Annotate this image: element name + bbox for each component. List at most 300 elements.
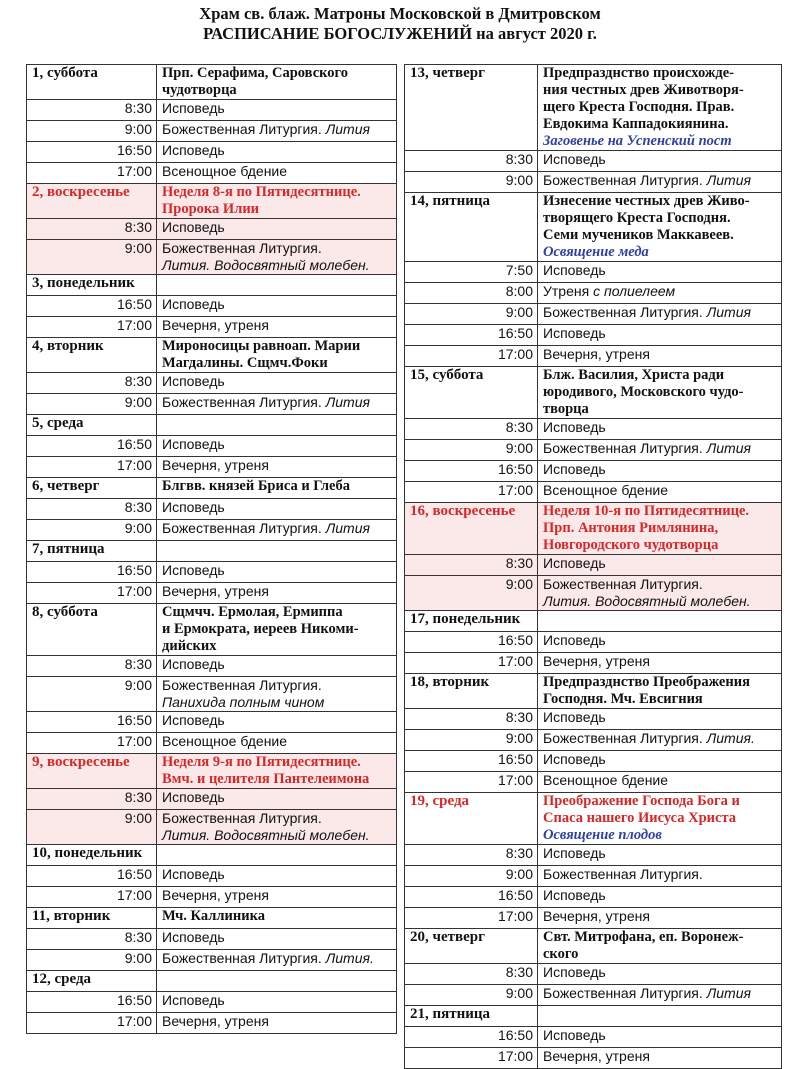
day-date: 6, четверг: [27, 478, 157, 499]
service-row: [405, 262, 782, 283]
service-row: [27, 373, 397, 394]
service-note: Лития.: [706, 730, 755, 746]
saint-line: щего Креста Господня. Прав.: [543, 99, 735, 115]
saint-line: ния честных древ Животворя-: [543, 82, 744, 98]
service-row: [27, 712, 397, 733]
service-row: [405, 772, 782, 793]
service-row: [405, 461, 782, 482]
service-row: [27, 394, 397, 415]
service-time: 17:00: [405, 482, 538, 503]
schedule-column-right: [404, 64, 782, 1069]
service-cell: [538, 304, 782, 325]
service-time: 17:00: [27, 887, 157, 908]
saint-of-day: [538, 503, 782, 555]
day-header-row: [27, 184, 397, 219]
service-cell: [157, 436, 397, 457]
day-header-row: [27, 908, 397, 929]
saint-of-day: [157, 845, 397, 866]
saint-line: Господня. Мч. Евсигния: [543, 691, 703, 707]
saint-of-day: [157, 338, 397, 373]
service-row: [405, 346, 782, 367]
saint-of-day: [538, 1006, 782, 1027]
service-time: 17:00: [405, 1048, 538, 1069]
day-header-row: [27, 338, 397, 373]
service-time: 17:00: [405, 772, 538, 793]
day-header-row: [27, 275, 397, 296]
service-row: [27, 163, 397, 184]
day-header-row: [405, 65, 782, 151]
day-date: 9, воскресенье: [27, 754, 157, 789]
day-header-row: [405, 193, 782, 262]
service-time: 16:50: [27, 142, 157, 163]
service-time: 9:00: [405, 985, 538, 1006]
service-time: 8:30: [405, 151, 538, 172]
day-date: 12, среда: [27, 971, 157, 992]
service-row: [405, 1027, 782, 1048]
service-row: [405, 440, 782, 461]
day-date: 21, пятница: [405, 1006, 538, 1027]
service-row: [27, 317, 397, 338]
service-cell: [157, 866, 397, 887]
service-cell: [538, 964, 782, 985]
service-name: Божественная Литургия.: [543, 985, 703, 1001]
service-cell: [538, 751, 782, 772]
service-note: Панихида полным чином: [162, 694, 325, 710]
special-note: Освящение меда: [543, 244, 649, 260]
service-name: Божественная Литургия.: [543, 866, 703, 882]
service-row: [405, 172, 782, 193]
service-name: Всенощное бдение: [162, 733, 288, 749]
service-cell: [538, 845, 782, 866]
day-date: 1, суббота: [27, 65, 157, 100]
service-cell: [538, 632, 782, 653]
service-row: [405, 751, 782, 772]
service-name: Исповедь: [543, 751, 606, 767]
service-name: Божественная Литургия.: [543, 304, 703, 320]
service-row: [27, 457, 397, 478]
service-name: Исповедь: [162, 373, 225, 389]
service-time: 17:00: [27, 1013, 157, 1034]
day-date: 16, воскресенье: [405, 503, 538, 555]
service-row: [27, 499, 397, 520]
service-name: Божественная Литургия.: [543, 576, 703, 592]
saint-of-day: [157, 754, 397, 789]
service-time: 8:30: [27, 499, 157, 520]
service-row: [405, 283, 782, 304]
day-header-row: [27, 541, 397, 562]
service-row: [27, 992, 397, 1013]
service-name: Исповедь: [543, 325, 606, 341]
saint-of-day: [157, 65, 397, 100]
day-header-row: [405, 611, 782, 632]
saint-of-day: [157, 604, 397, 656]
service-time: 9:00: [27, 240, 157, 275]
service-time: 8:30: [27, 656, 157, 677]
service-name: Вечерня, утреня: [162, 457, 269, 473]
service-time: 17:00: [27, 457, 157, 478]
service-note: Лития: [325, 121, 370, 137]
service-time: 8:30: [27, 219, 157, 240]
service-row: [27, 866, 397, 887]
service-cell: [157, 1013, 397, 1034]
saint-line: Неделя 9-я по Пятидесятнице.: [162, 754, 361, 770]
service-cell: [538, 419, 782, 440]
service-cell: [538, 172, 782, 193]
service-name: Исповедь: [543, 632, 606, 648]
service-name: Божественная Литургия.: [543, 440, 703, 456]
service-cell: [157, 317, 397, 338]
day-header-row: [405, 929, 782, 964]
service-name: Божественная Литургия.: [543, 730, 703, 746]
service-time: 8:30: [27, 100, 157, 121]
day-date: 2, воскресенье: [27, 184, 157, 219]
saint-line: дийских: [162, 638, 217, 654]
day-date: 14, пятница: [405, 193, 538, 262]
service-time: 9:00: [405, 440, 538, 461]
service-name: Исповедь: [162, 296, 225, 312]
service-row: [27, 656, 397, 677]
service-row: [27, 677, 397, 712]
service-time: 17:00: [27, 317, 157, 338]
service-time: 16:50: [27, 866, 157, 887]
service-name: Исповедь: [162, 992, 225, 1008]
service-name: Божественная Литургия.: [162, 950, 322, 966]
service-row: [27, 296, 397, 317]
saint-line: Евдокима Каппадокиянина.: [543, 116, 729, 132]
service-cell: [538, 709, 782, 730]
service-cell: [157, 373, 397, 394]
service-cell: [538, 461, 782, 482]
saint-of-day: [538, 793, 782, 845]
service-row: [27, 121, 397, 142]
service-cell: [538, 653, 782, 674]
service-cell: [157, 457, 397, 478]
service-cell: [157, 712, 397, 733]
service-name: Вечерня, утреня: [543, 653, 650, 669]
service-row: [405, 964, 782, 985]
service-note: Лития: [706, 440, 751, 456]
service-name: Божественная Литургия.: [162, 810, 322, 826]
service-time: 9:00: [405, 172, 538, 193]
service-row: [405, 555, 782, 576]
service-time: 9:00: [27, 810, 157, 845]
service-cell: [538, 576, 782, 611]
saint-of-day: [157, 971, 397, 992]
day-header-row: [27, 971, 397, 992]
service-name: Исповедь: [162, 789, 225, 805]
service-name: Божественная Литургия.: [162, 677, 322, 693]
day-date: 17, понедельник: [405, 611, 538, 632]
saint-line: Изнесение честных древ Живо-: [543, 193, 750, 209]
service-row: [405, 985, 782, 1006]
service-name: Исповедь: [162, 929, 225, 945]
day-header-row: [27, 845, 397, 866]
service-cell: [157, 677, 397, 712]
saint-of-day: [538, 193, 782, 262]
saint-line: Блгвв. князей Бриса и Глеба: [162, 478, 350, 494]
service-row: [405, 632, 782, 653]
service-time: 17:00: [27, 583, 157, 604]
saint-of-day: [538, 929, 782, 964]
service-name: Вечерня, утреня: [162, 1013, 269, 1029]
service-name: Вечерня, утреня: [543, 1048, 650, 1064]
service-time: 16:50: [27, 296, 157, 317]
saint-line: Свт. Митрофана, еп. Воронеж-: [543, 929, 744, 945]
service-row: [405, 576, 782, 611]
service-row: [27, 436, 397, 457]
service-time: 17:00: [405, 908, 538, 929]
service-time: 16:50: [405, 325, 538, 346]
saint-line: Вмч. и целителя Пантелеимона: [162, 771, 370, 787]
service-time: 9:00: [27, 394, 157, 415]
service-name: Вечерня, утреня: [162, 583, 269, 599]
service-cell: [538, 887, 782, 908]
service-cell: [157, 142, 397, 163]
service-row: [405, 304, 782, 325]
service-name: Божественная Литургия.: [162, 394, 322, 410]
service-name: Исповедь: [543, 262, 606, 278]
service-row: [405, 151, 782, 172]
service-note: Лития. Водосвятный молебен.: [162, 257, 370, 273]
saint-line: Неделя 10-я по Пятидесятнице.: [543, 503, 750, 519]
service-cell: [538, 283, 782, 304]
service-cell: [157, 100, 397, 121]
service-time: 9:00: [27, 121, 157, 142]
service-row: [405, 908, 782, 929]
service-cell: [157, 219, 397, 240]
service-time: 9:00: [27, 520, 157, 541]
service-time: 16:50: [405, 632, 538, 653]
service-time: 8:30: [405, 845, 538, 866]
day-header-row: [405, 674, 782, 709]
service-note: Лития: [325, 520, 370, 536]
saint-line: творящего Креста Господня.: [543, 210, 731, 226]
saint-of-day: [157, 908, 397, 929]
service-name: Исповедь: [162, 142, 225, 158]
service-cell: [157, 810, 397, 845]
service-cell: [538, 262, 782, 283]
service-note: Лития. Водосвятный молебен.: [543, 593, 751, 609]
saint-line: и Ермократа, иереев Никоми-: [162, 621, 359, 637]
saint-line: творца: [543, 401, 589, 417]
day-header-row: [27, 65, 397, 100]
day-date: 8, суббота: [27, 604, 157, 656]
service-name: Исповедь: [162, 656, 225, 672]
service-name: Исповедь: [162, 100, 225, 116]
service-time: 16:50: [405, 751, 538, 772]
service-cell: [157, 240, 397, 275]
saint-line: Блж. Василия, Христа ради: [543, 367, 725, 383]
service-time: 16:50: [27, 992, 157, 1013]
day-date: 15, суббота: [405, 367, 538, 419]
service-cell: [157, 583, 397, 604]
service-row: [405, 325, 782, 346]
service-time: 17:00: [405, 653, 538, 674]
service-cell: [538, 325, 782, 346]
service-name: Исповедь: [543, 709, 606, 725]
service-name: Исповедь: [162, 436, 225, 452]
saint-line: юродивого, Московского чудо-: [543, 384, 744, 400]
saint-line: Мч. Каллиника: [162, 908, 265, 924]
service-time: 8:30: [27, 789, 157, 810]
service-note: Лития: [325, 394, 370, 410]
service-name: Божественная Литургия.: [162, 520, 322, 536]
service-time: 8:30: [405, 419, 538, 440]
service-cell: [157, 789, 397, 810]
service-row: [27, 520, 397, 541]
service-name: Исповедь: [543, 419, 606, 435]
day-date: 10, понедельник: [27, 845, 157, 866]
service-time: 16:50: [27, 712, 157, 733]
service-row: [27, 562, 397, 583]
service-cell: [157, 394, 397, 415]
service-row: [405, 845, 782, 866]
day-header-row: [405, 1006, 782, 1027]
service-row: [405, 653, 782, 674]
service-name: Божественная Литургия.: [543, 172, 703, 188]
service-name: Исповедь: [162, 712, 225, 728]
special-note: Заговенье на Успенский пост: [543, 133, 732, 149]
service-cell: [157, 163, 397, 184]
service-cell: [538, 908, 782, 929]
service-note: с полиелеем: [593, 283, 676, 299]
schedule-column-left: [26, 64, 397, 1034]
service-name: Всенощное бдение: [543, 772, 669, 788]
saint-of-day: [157, 184, 397, 219]
service-row: [405, 482, 782, 503]
service-cell: [157, 121, 397, 142]
day-date: 5, среда: [27, 415, 157, 436]
service-name: Вечерня, утреня: [543, 908, 650, 924]
title-church: Храм св. блаж. Матроны Московской в Дмитровском: [199, 4, 601, 23]
day-header-row: [405, 367, 782, 419]
page-title: [0, 4, 800, 44]
saint-of-day: [538, 674, 782, 709]
service-name: Исповедь: [543, 845, 606, 861]
service-cell: [157, 296, 397, 317]
service-name: Всенощное бдение: [543, 482, 669, 498]
service-time: 16:50: [405, 461, 538, 482]
service-name: Исповедь: [543, 151, 606, 167]
service-name: Исповедь: [162, 866, 225, 882]
service-cell: [538, 555, 782, 576]
service-row: [27, 887, 397, 908]
service-name: Исповедь: [162, 219, 225, 235]
service-name: Божественная Литургия.: [162, 121, 322, 137]
service-time: 9:00: [405, 576, 538, 611]
service-cell: [538, 482, 782, 503]
day-date: 13, четверг: [405, 65, 538, 151]
saint-line: Преображение Господа Бога и: [543, 793, 740, 809]
day-date: 18, вторник: [405, 674, 538, 709]
service-note: Лития. Водосвятный молебен.: [162, 827, 370, 843]
service-time: 9:00: [405, 304, 538, 325]
saint-line: Прп. Серафима, Саровского: [162, 65, 349, 81]
service-cell: [538, 151, 782, 172]
saint-line: Прп. Антония Римлянина,: [543, 520, 719, 536]
service-note: Лития: [706, 172, 751, 188]
service-cell: [538, 1048, 782, 1069]
service-time: 8:30: [27, 373, 157, 394]
day-header-row: [27, 604, 397, 656]
day-date: 4, вторник: [27, 338, 157, 373]
service-name: Вечерня, утреня: [162, 887, 269, 903]
service-cell: [538, 985, 782, 1006]
saint-line: Предпразднство происхожде-: [543, 65, 734, 81]
service-time: 9:00: [27, 950, 157, 971]
service-cell: [157, 929, 397, 950]
service-note: Лития.: [325, 950, 374, 966]
service-cell: [157, 499, 397, 520]
service-name: Исповедь: [162, 562, 225, 578]
service-name: Всенощное бдение: [162, 163, 288, 179]
saint-of-day: [157, 541, 397, 562]
service-note: Лития: [706, 985, 751, 1001]
service-name: Исповедь: [543, 555, 606, 571]
saint-line: Неделя 8-я по Пятидесятнице.: [162, 184, 361, 200]
service-time: 7:50: [405, 262, 538, 283]
saint-line: Семи мучеников Маккавеев.: [543, 227, 734, 243]
day-header-row: [405, 503, 782, 555]
saint-line: Спаса нашего Иисуса Христа: [543, 810, 736, 826]
day-date: 11, вторник: [27, 908, 157, 929]
saint-line: ского: [543, 946, 579, 962]
day-header-row: [27, 478, 397, 499]
service-time: 16:50: [405, 1027, 538, 1048]
day-header-row: [27, 754, 397, 789]
saint-of-day: [157, 478, 397, 499]
saint-line: Мироносицы равноап. Марии: [162, 338, 361, 354]
service-name: Вечерня, утреня: [543, 346, 650, 362]
service-name: Утреня: [543, 283, 590, 299]
service-time: 17:00: [405, 346, 538, 367]
day-header-row: [405, 793, 782, 845]
service-cell: [538, 346, 782, 367]
service-cell: [538, 1027, 782, 1048]
service-time: 8:30: [405, 555, 538, 576]
service-cell: [538, 772, 782, 793]
special-note: Освящение плодов: [543, 827, 662, 843]
service-row: [27, 789, 397, 810]
service-name: Исповедь: [162, 499, 225, 515]
service-time: 9:00: [27, 677, 157, 712]
saint-of-day: [538, 611, 782, 632]
service-cell: [538, 440, 782, 461]
service-cell: [157, 887, 397, 908]
saint-of-day: [538, 65, 782, 151]
service-row: [27, 810, 397, 845]
saint-of-day: [157, 275, 397, 296]
service-time: 9:00: [405, 866, 538, 887]
service-row: [27, 240, 397, 275]
service-name: Исповедь: [543, 461, 606, 477]
service-row: [27, 733, 397, 754]
saint-line: Предпразднство Преображения: [543, 674, 750, 690]
service-name: Божественная Литургия.: [162, 240, 322, 256]
service-note: Лития: [706, 304, 751, 320]
service-time: 8:30: [27, 929, 157, 950]
service-cell: [157, 520, 397, 541]
saint-line: Магдалины. Сщмч.Фоки: [162, 355, 328, 371]
service-cell: [538, 730, 782, 751]
service-cell: [157, 656, 397, 677]
service-time: 8:30: [405, 964, 538, 985]
service-cell: [157, 733, 397, 754]
title-schedule: РАСПИСАНИЕ БОГОСЛУЖЕНИЙ на август 2020 г.: [203, 24, 597, 43]
saint-line: чудотворца: [162, 82, 237, 98]
saint-line: Новгородского чудотворца: [543, 537, 719, 553]
service-name: Вечерня, утреня: [162, 317, 269, 333]
